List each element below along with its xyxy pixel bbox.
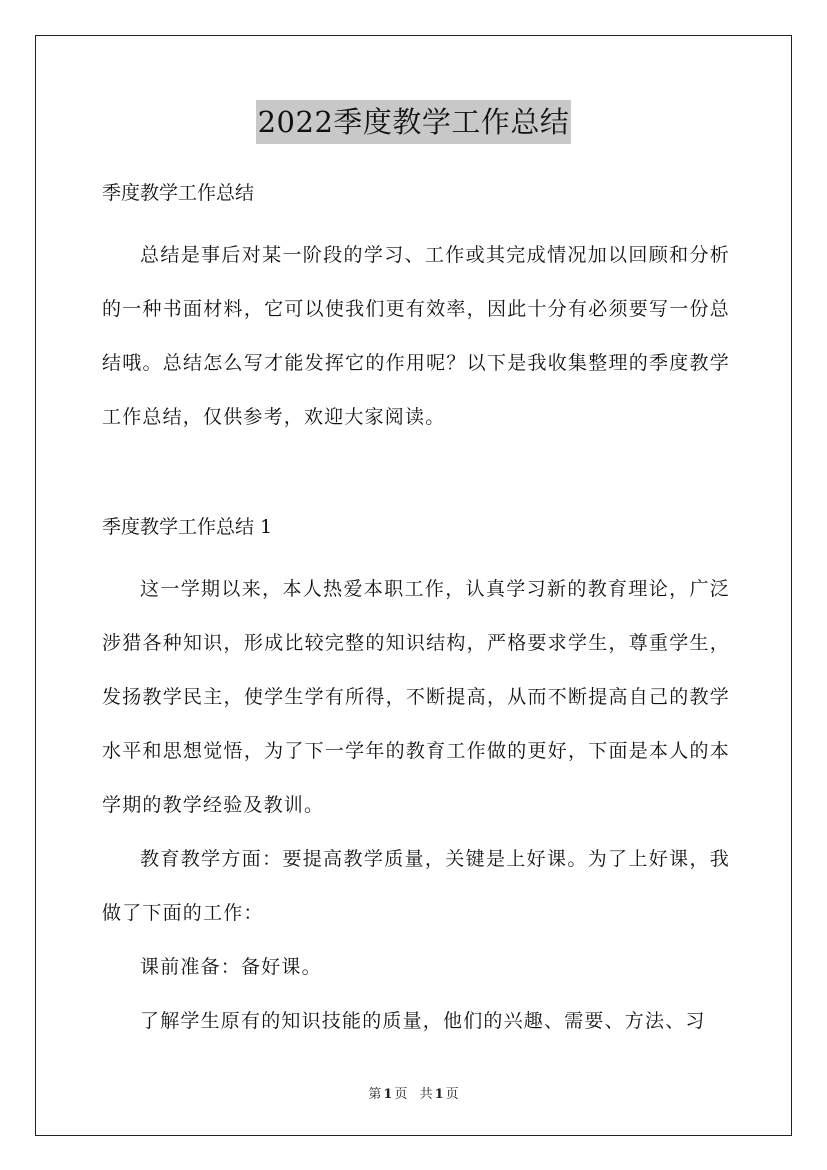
- section-heading: 季度教学工作总结: [102, 182, 255, 204]
- paragraph: 这一学期以来，本人热爱本职工作，认真学习新的教育理论，广泛涉猎各种知识，形成比较完整的知识结构，严格要求学生，尊重学生，发扬教学民主，使学生学有所得，不断提高，从而不断提高自己的教学水平和思想觉悟，为了下一学年的教育工作做的更好，下面是本人的本学期的教学经验及教训。: [102, 578, 730, 816]
- page-footer: [0, 1083, 827, 1102]
- paragraph: 总结是事后对某一阶段的学习、工作或其完成情况加以回顾和分析的一种书面材料，它可以使我们更有效率，因此十分有必须要写一份总结哦。总结怎么写才能发挥它的作用呢？以下是我收集整理的季度教学工作总结，仅供参考，欢迎大家阅读。: [102, 244, 730, 428]
- page-indicator: [366, 1087, 409, 1102]
- page-number: 1: [383, 1087, 393, 1102]
- total-indicator: [418, 1087, 461, 1102]
- document-title: 2022季度教学工作总结: [256, 100, 572, 144]
- page-label-suffix: 页: [394, 1087, 408, 1102]
- paragraph: 课前准备：备好课。: [140, 956, 322, 978]
- spacer: [102, 550, 730, 562]
- document-body: [102, 170, 730, 1048]
- section-heading: 季度教学工作总结 1: [102, 516, 273, 538]
- paragraph: 了解学生原有的知识技能的质量，他们的兴趣、需要、方法、习: [140, 1010, 706, 1032]
- total-label-prefix: 共: [419, 1087, 433, 1102]
- total-label-suffix: 页: [445, 1087, 459, 1102]
- title-container: [0, 100, 827, 144]
- spacer: [102, 444, 730, 504]
- spacer: [102, 216, 730, 228]
- page-label-prefix: 第: [368, 1087, 382, 1102]
- paragraph: 教育教学方面：要提高教学质量，关键是上好课。为了上好课，我做了下面的工作：: [102, 848, 730, 924]
- total-pages: 1: [434, 1087, 444, 1102]
